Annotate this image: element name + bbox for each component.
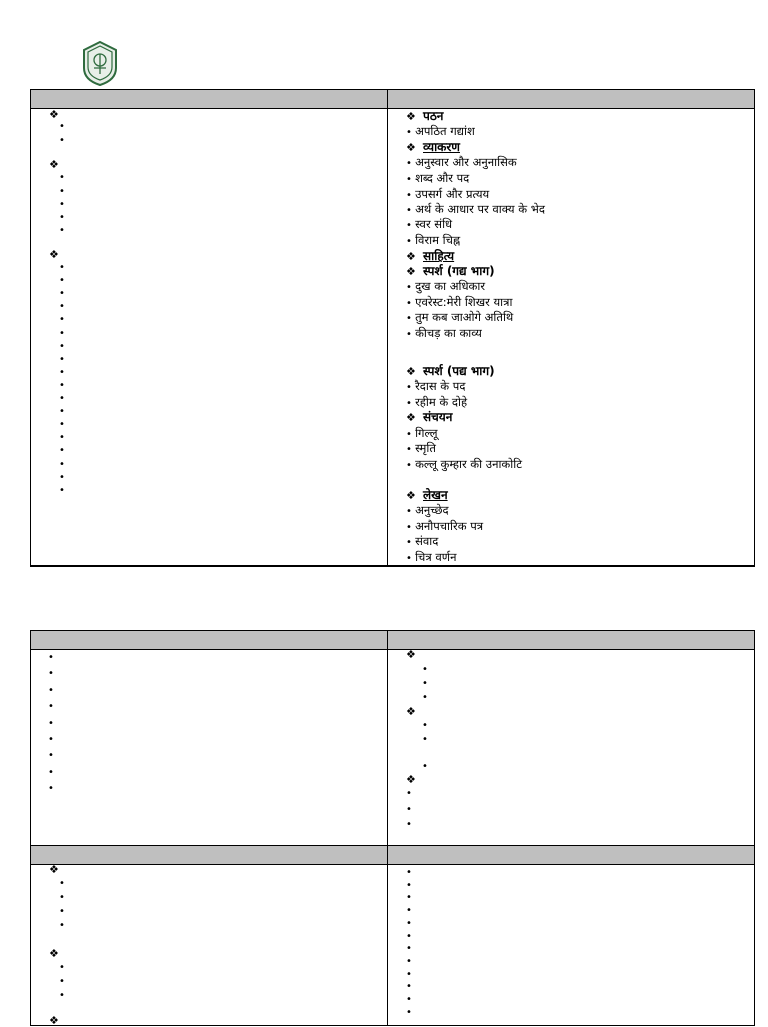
bullet-icon: •	[422, 761, 428, 772]
bullet-icon: •	[422, 678, 428, 689]
bullet-icon: •	[59, 121, 65, 132]
diamond-bullet-icon: ❖	[49, 248, 59, 261]
list-item: • अनौपचारिक पत्र	[406, 519, 484, 533]
table2-header-right	[388, 631, 755, 650]
bullet-icon: •	[59, 262, 65, 273]
bullet-icon: •	[48, 684, 54, 696]
list-item: • रहीम के दोहे	[406, 395, 468, 409]
bullet-icon: •	[48, 668, 54, 680]
bullet-icon: •	[59, 393, 65, 404]
bullet-icon: •	[59, 340, 65, 352]
list-item: • अनुच्छेद	[406, 503, 449, 517]
bullet-icon: •	[59, 892, 65, 903]
bullet-icon: •	[59, 962, 65, 973]
list-item: • अर्थ के आधार पर वाक्य के भेद	[406, 202, 545, 216]
bullet-icon: •	[59, 419, 65, 431]
diamond-bullet-icon: ❖	[406, 489, 416, 502]
bullet-icon: •	[59, 212, 65, 223]
table1-right-cell	[388, 109, 755, 567]
list-item: • रैदास के पद	[406, 379, 466, 393]
diamond-bullet-icon: ❖	[406, 141, 416, 154]
list-item: • कल्लू कुम्हार की उनाकोटि	[406, 457, 523, 471]
bullet-icon: •	[59, 275, 65, 287]
bullet-icon: •	[59, 379, 65, 391]
bullet-icon: •	[59, 186, 65, 197]
list-item: • स्मृति	[406, 441, 436, 455]
table2-header2-right	[388, 846, 755, 865]
list-item: • अनुस्वार और अनुनासिक	[406, 155, 517, 169]
bullet-icon: •	[59, 432, 65, 444]
bullet-icon: •	[59, 484, 65, 496]
section-title: स्पर्श (पद्य भाग)	[423, 364, 495, 378]
diamond-bullet-icon: ❖	[406, 411, 416, 424]
bullet-icon: •	[422, 720, 428, 731]
bullet-icon: •	[59, 353, 65, 365]
list-item: • स्वर संधि	[406, 217, 453, 231]
bullet-icon: •	[59, 906, 65, 917]
diamond-bullet-icon: ❖	[406, 110, 416, 123]
bullet-icon: •	[406, 994, 412, 1005]
bullet-icon: •	[48, 734, 54, 745]
table2-left-cell-2	[31, 865, 388, 1026]
diamond-bullet-icon: ❖	[49, 108, 59, 121]
bullet-icon: •	[406, 804, 412, 815]
bullet-icon: •	[406, 905, 412, 917]
bullet-icon: •	[406, 867, 412, 878]
diamond-bullet-icon: ❖	[406, 773, 416, 786]
bullet-icon: •	[59, 327, 65, 339]
bullet-icon: •	[48, 717, 54, 729]
list-item: • गिल्लू	[406, 426, 438, 440]
school-crest-icon	[80, 40, 120, 86]
bullet-icon: •	[48, 750, 54, 762]
diamond-bullet-icon: ❖	[49, 158, 59, 171]
bullet-icon: •	[59, 406, 65, 418]
list-item: • तुम कब जाओगे अतिथि	[406, 310, 514, 324]
bullet-icon: •	[406, 955, 412, 967]
bullet-icon: •	[59, 471, 65, 483]
bullet-icon: •	[59, 225, 65, 236]
list-item: • शब्द और पद	[406, 171, 470, 185]
bullet-icon: •	[59, 314, 65, 326]
section-title: स्पर्श (गद्य भाग)	[423, 264, 495, 278]
list-item: • अपठित गद्यांश	[406, 124, 475, 138]
diamond-bullet-icon: ❖	[406, 265, 416, 278]
bullet-icon: •	[406, 1006, 412, 1018]
bullet-icon: •	[406, 943, 412, 955]
bullet-icon: •	[48, 701, 54, 713]
bullet-icon: •	[48, 783, 54, 795]
list-item: • चित्र वर्णन	[406, 550, 457, 564]
bullet-icon: •	[406, 930, 412, 942]
diamond-bullet-icon: ❖	[406, 365, 416, 378]
section-title: व्याकरण	[423, 140, 460, 154]
bullet-icon: •	[406, 892, 412, 904]
bullet-icon: •	[422, 692, 428, 703]
table1-header-right	[388, 90, 755, 109]
bullet-icon: •	[59, 990, 65, 1001]
section-title: लेखन	[423, 488, 448, 502]
bullet-icon: •	[422, 734, 428, 745]
bullet-icon: •	[422, 664, 428, 675]
bullet-icon: •	[48, 652, 54, 663]
diamond-bullet-icon: ❖	[406, 648, 416, 661]
list-item: • विराम चिह्न	[406, 233, 461, 247]
table2-header2-left	[31, 846, 388, 865]
bullet-icon: •	[406, 819, 412, 830]
diamond-bullet-icon: ❖	[49, 1014, 59, 1027]
table2-header-left	[31, 631, 388, 650]
bullet-icon: •	[59, 301, 65, 313]
section-title: साहित्य	[423, 249, 455, 263]
bullet-icon: •	[59, 288, 65, 300]
table2-right-cell	[388, 650, 755, 846]
table1-left-cell	[31, 109, 388, 567]
table2-right-cell-2	[388, 865, 755, 1026]
bullet-icon: •	[59, 458, 65, 470]
bullet-icon: •	[406, 981, 412, 993]
table2-left-cell	[31, 650, 388, 846]
bullet-icon: •	[48, 766, 54, 778]
section-title: संचयन	[423, 410, 453, 424]
diamond-bullet-icon: ❖	[49, 947, 59, 960]
bullet-icon: •	[406, 788, 412, 799]
section-title: पठन	[423, 109, 444, 123]
bullet-icon: •	[59, 976, 65, 987]
syllabus-table-1	[30, 89, 755, 567]
bullet-icon: •	[59, 172, 65, 183]
bullet-icon: •	[406, 917, 412, 929]
list-item: • दुख का अधिकार	[406, 279, 486, 293]
bullet-icon: •	[59, 878, 65, 889]
bullet-icon: •	[59, 199, 65, 210]
list-item: • कीचड़ का काव्य	[406, 326, 482, 340]
bullet-icon: •	[59, 366, 65, 378]
diamond-bullet-icon: ❖	[406, 705, 416, 718]
bullet-icon: •	[59, 920, 65, 931]
diamond-bullet-icon: ❖	[406, 250, 416, 263]
list-item: • संवाद	[406, 534, 439, 548]
list-item: • उपसर्ग और प्रत्यय	[406, 187, 490, 201]
bullet-icon: •	[59, 135, 65, 146]
bullet-icon: •	[406, 968, 412, 980]
table1-header-left	[31, 90, 388, 109]
diamond-bullet-icon: ❖	[49, 863, 59, 876]
bullet-icon: •	[59, 445, 65, 457]
syllabus-table-2	[30, 630, 755, 1026]
bullet-icon: •	[406, 879, 412, 891]
list-item: • एवरेस्ट:मेरी शिखर यात्रा	[406, 295, 513, 309]
